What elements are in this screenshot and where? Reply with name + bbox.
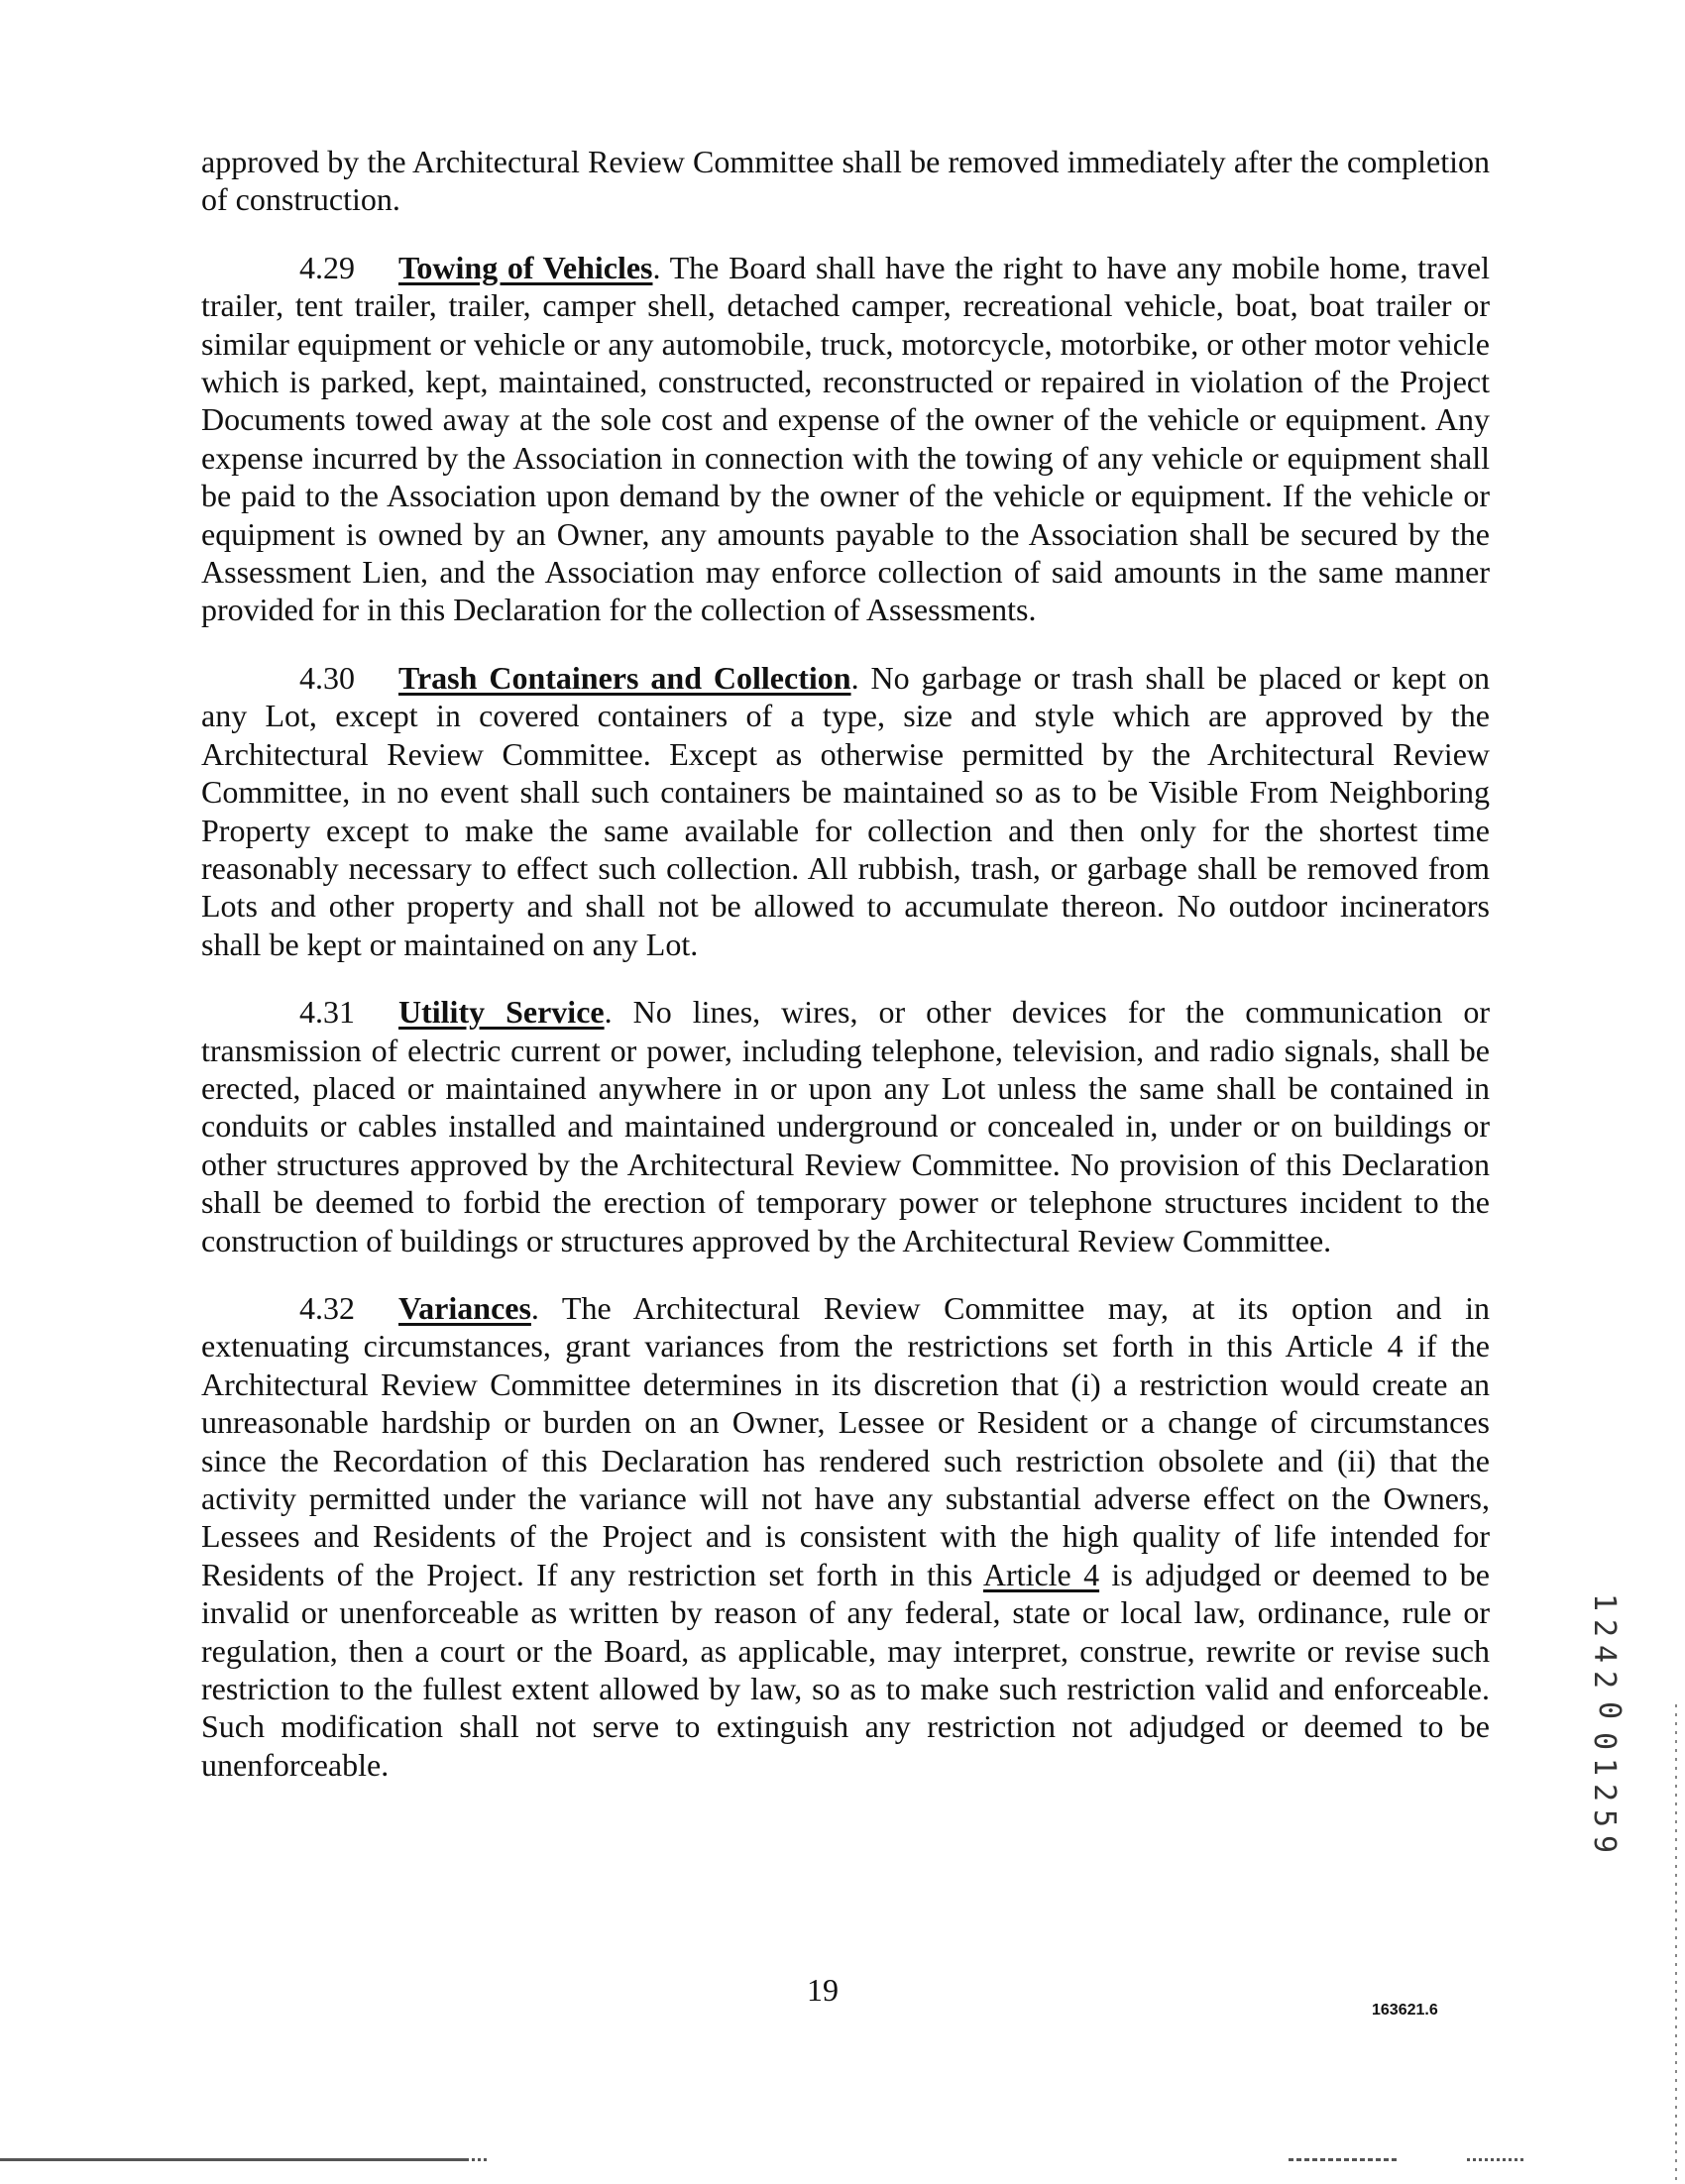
section-number: 4.32 (299, 1289, 355, 1326)
section-4-30 (201, 659, 1490, 963)
stamp-digit: 2 (1587, 1618, 1622, 1638)
scan-edge-line (1467, 2158, 1526, 2161)
scan-edge-line (466, 2158, 488, 2161)
section-number: 4.29 (299, 249, 355, 285)
document-code: 163621.6 (1372, 2002, 1438, 2019)
stamp-digit: 1 (1587, 1592, 1622, 1612)
section-title: Towing of Vehicles (398, 249, 653, 285)
section-4-31 (201, 993, 1490, 1259)
section-title: Variances (398, 1289, 531, 1326)
scan-margin-line (1675, 1704, 1677, 2184)
stamp-digit: 2 (1587, 1670, 1622, 1690)
section-body-part-1: . The Architectural Review Committee may, at its option and in extenuating circumstances, grant variances from the restrictions set forth in this Article 4 if the Architectural Review Committee determines in its discretion that (i) a restriction would create an unreasonable hardship or burden on an Owner, Lessee or Resident or a change of circumstances since the Recordation of this Declaration has rendered such restriction obsolete and (ii) that the activity permitted under the variance will not have any substantial adverse effect on the Owners, Lessees and Residents of the Project and is consistent with the high quality of life intended for Residents of the Project. If any restriction set forth in this (201, 1289, 1490, 1592)
section-number: 4.31 (299, 994, 355, 1031)
section-number: 4.30 (299, 659, 355, 696)
section-body: . No garbage or trash shall be placed or kept on any Lot, except in covered containers of a type, size and style which are approved by the Architectural Review Committee. Except as otherwise permitted by the Architectural Review Committee, in no event shall such containers be maintained so as to be Visible From Neighboring Property except to make the same available for collection and then only for the shortest time reasonably necessary to effect such collection. All rubbish, trash, or garbage shall be removed from Lots and other property and shall not be allowed to accumulate thereon. No outdoor incinerators shall be kept or maintained on any Lot. (201, 659, 1491, 962)
stamp-digit: 1 (1587, 1757, 1622, 1777)
article-reference: Article 4 (982, 1556, 1100, 1592)
stamp-digit: 0 (1587, 1731, 1622, 1751)
stamp-digit: 2 (1587, 1783, 1622, 1802)
section-4-32 (201, 1289, 1490, 1784)
continuation-paragraph: approved by the Architectural Review Committee shall be removed immediately after the completion of construction. (201, 144, 1490, 218)
section-4-29 (201, 249, 1490, 629)
section-title: Utility Service (398, 994, 605, 1031)
section-body-part-2: is adjudged or deemed to be invalid or unenforceable as written by reason of any federal, state or local law, ordinance, rule or regulation, then a court or the Board, as applicable, may interpret, construe, rewrite or revise such restriction to the fullest extent allowed by law, so as to make such restriction valid and enforceable. Such modification shall not serve to extinguish any restriction not adjudged or deemed to be unenforceable. (201, 1556, 1491, 1783)
section-body: . No lines, wires, or other devices for the communication or transmission of electric current or power, including telephone, television, and radio signals, shall be erected, placed or maintained anywhere in or upon any Lot unless the same shall be contained in conduits or cables installed and maintained underground or concealed in, under or on buildings or other structures approved by the Architectural Review Committee. No provision of this Declaration shall be deemed to forbid the erection of temporary power or telephone structures incident to the construction of buildings or structures approved by the Architectural Review Committee. (201, 994, 1491, 1258)
stamp-digit: 5 (1587, 1808, 1622, 1828)
scan-edge-line (1289, 2158, 1398, 2161)
section-title: Trash Containers and Collection (398, 659, 851, 696)
stamp-digit: 9 (1587, 1834, 1622, 1854)
section-body: . The Board shall have the right to have any mobile home, travel trailer, tent trailer, trailer, camper shell, detached camper, recreational vehicle, boat, boat trailer or similar equipment or vehicle or any automobile, truck, motorcycle, motorbike, or other motor vehicle which is parked, kept, maintained, constructed, reconstructed or repaired in violation of the Project Documents towed away at the sole cost and expense of the owner of the vehicle or equipment. Any expense incurred by the Association in connection with the towing of any vehicle or equipment shall be paid to the Association upon demand by the owner of the vehicle or equipment. If the vehicle or equipment is owned by an Owner, any amounts payable to the Association shall be secured by the Assessment Lien, and the Association may enforce collection of said amounts in the same manner provided for in this Declaration for the collection of Assessments. (201, 249, 1490, 628)
scan-edge-line (0, 2158, 466, 2161)
page-number: 19 (807, 1972, 839, 2008)
stamp-digit: 4 (1587, 1644, 1622, 1664)
stamp-digit: 0 (1592, 1700, 1627, 1720)
document-body (201, 143, 1490, 1813)
recording-number-stamp (1584, 1589, 1627, 1857)
